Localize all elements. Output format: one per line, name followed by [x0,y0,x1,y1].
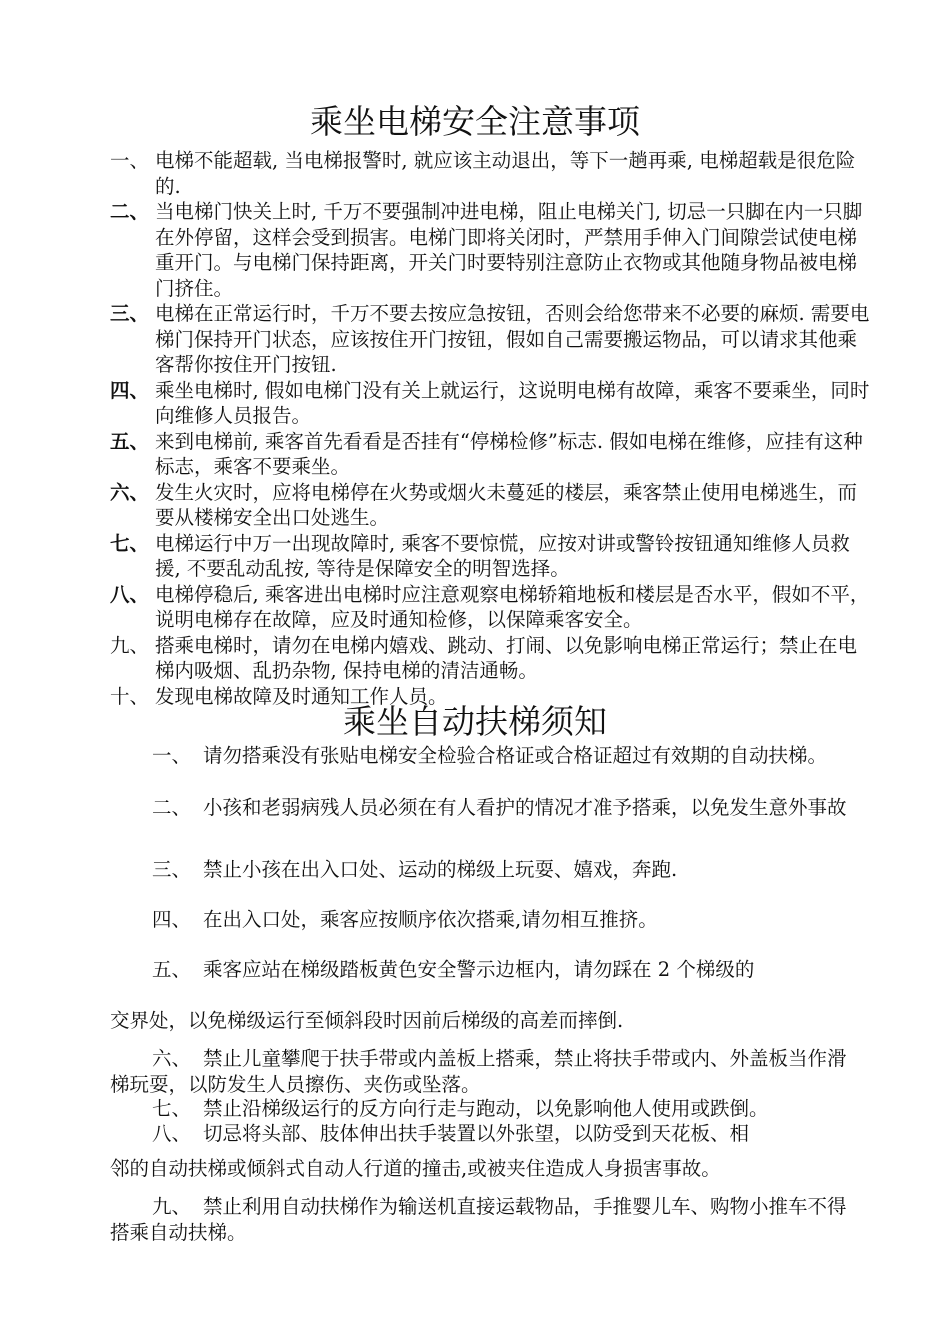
escalator-number: 三、 [152,858,192,881]
escalator-number: 二、 [152,796,192,819]
rule-item [110,148,870,199]
escalator-number: 八、 [152,1122,192,1145]
rule-text: 当电梯门快关上时, 千万不要强制冲进电梯，阻止电梯关门, 切忌一只脚在内一只脚在外停留，这样会受到损害。电梯门即将关闭时，严禁用手伸入门间隙尝试使电梯重开门。与电梯门保持距离，开关门时要特别注意防止衣物或其他随身物品被电梯门挤住。 [155,200,863,300]
escalator-number: 一、 [152,744,192,767]
rule-number: 四、 [110,378,150,402]
escalator-item [110,1121,850,1147]
escalator-item-continued [110,1008,850,1034]
rule-number: 一、 [110,149,150,172]
rule-item [110,199,870,301]
escalator-item [110,857,850,883]
rule-item [110,378,870,429]
rule-item [110,582,870,633]
escalator-text: 禁止利用自动扶梯作为输送机直接运载物品，手推婴儿车、购物小推车不得搭乘自动扶梯。 [110,1195,847,1244]
rule-text: 电梯停稳后, 乘客进出电梯时应注意观察电梯轿箱地板和楼层是否水平，假如不平，说明电梯存在故障，应及时通知检修，以保障乘客安全。 [155,582,870,631]
escalator-item-continued [110,1156,850,1182]
escalator-item [110,907,850,933]
escalator-text: 乘客应站在梯级踏板黄色安全警示边框内，请勿踩在 2 个梯级的 [203,958,755,981]
rule-item [110,480,870,531]
escalator-text: 禁止小孩在出入口处、运动的梯级上玩耍、嬉戏，奔跑. [203,858,678,881]
elevator-safety-title: 乘坐电梯安全注意事项 [310,102,640,141]
rule-text: 来到电梯前, 乘客首先看看是否挂有“停梯检修”标志. 假如电梯在维修，应挂有这种标志，乘客不要乘坐。 [155,429,863,478]
escalator-number: 四、 [152,908,192,931]
escalator-text: 禁止沿梯级运行的反方向行走与跑动，以免影响他人使用或跌倒。 [203,1097,769,1120]
escalator-item [110,957,850,983]
rule-text: 电梯在正常运行时，千万不要去按应急按钮，否则会给您带来不必要的麻烦. 需要电梯门保持开门状态，应该按住开门按钮，假如自己需要搬运物品，可以请求其他乘客帮你按住开门按钮. [155,302,870,376]
rule-number: 十、 [110,684,150,708]
rule-number: 九、 [110,633,150,657]
rule-text: 发生火灾时，应将电梯停在火势或烟火未蔓延的楼层，乘客禁止使用电梯逃生，而要从楼梯安全出口处逃生。 [155,480,858,529]
rule-text: 搭乘电梯时，请勿在电梯内嬉戏、跳动、打闹、以免影响电梯正常运行；禁止在电梯内吸烟、乱扔杂物, 保持电梯的清洁通畅。 [155,633,858,682]
rule-text: 电梯运行中万一出现故障时, 乘客不要惊慌，应按对讲或警铃按钮通知维修人员救援, 不要乱动乱按, 等待是保障安全的明智选择。 [155,531,850,580]
escalator-number: 七、 [152,1097,192,1120]
escalator-text: 请勿搭乘没有张贴电梯安全检验合格证或合格证超过有效期的自动扶梯。 [203,744,828,767]
rule-number: 二、 [110,200,150,223]
escalator-item [110,1194,850,1246]
escalator-notice-title: 乘坐自动扶梯须知 [343,702,607,741]
rule-text: 乘坐电梯时, 假如电梯门没有关上就运行，这说明电梯有故障，乘客不要乘坐，同时向维修人员报告。 [155,378,870,427]
escalator-item [110,743,850,769]
rule-item [110,531,870,582]
rule-item [110,429,870,480]
escalator-text: 在出入口处，乘客应按顺序依次搭乘,请勿相互推挤。 [203,908,658,931]
rule-item [110,633,870,684]
escalator-item [110,795,850,821]
escalator-text: 小孩和老弱病残人员必须在有人看护的情况才准予搭乘，以免发生意外事故 [203,796,847,819]
rule-number: 五、 [110,429,150,453]
rule-number: 六、 [110,480,150,504]
rule-item [110,301,870,378]
escalator-item [110,1096,850,1122]
escalator-item [110,1046,850,1098]
rule-text: 发现电梯故障及时通知工作人员。 [155,684,448,708]
escalator-number: 六、 [152,1047,192,1070]
elevator-rules-list [110,148,870,709]
escalator-text: 禁止儿童攀爬于扶手带或内盖板上搭乘，禁止将扶手带或内、外盖板当作滑梯玩耍，以防发生人员擦伤、夹伤或坠落。 [110,1047,847,1096]
escalator-number: 五、 [152,958,192,981]
escalator-text: 交界处，以免梯级运行至倾斜段时因前后梯级的高差而摔倒. [110,1009,624,1032]
rule-number: 七、 [110,531,150,555]
rule-number: 八、 [110,582,150,606]
escalator-text: 邻的自动扶梯或倾斜式自动人行道的撞击,或被夹住造成人身损害事故。 [110,1157,721,1180]
rule-text: 电梯不能超载, 当电梯报警时, 就应该主动退出，等下一趟再乘, 电梯超载是很危险的. [155,149,856,198]
rule-number: 三、 [110,302,150,325]
escalator-text: 切忌将头部、肢体伸出扶手装置以外张望，以防受到天花板、相 [203,1122,750,1145]
escalator-number: 九、 [152,1195,192,1218]
